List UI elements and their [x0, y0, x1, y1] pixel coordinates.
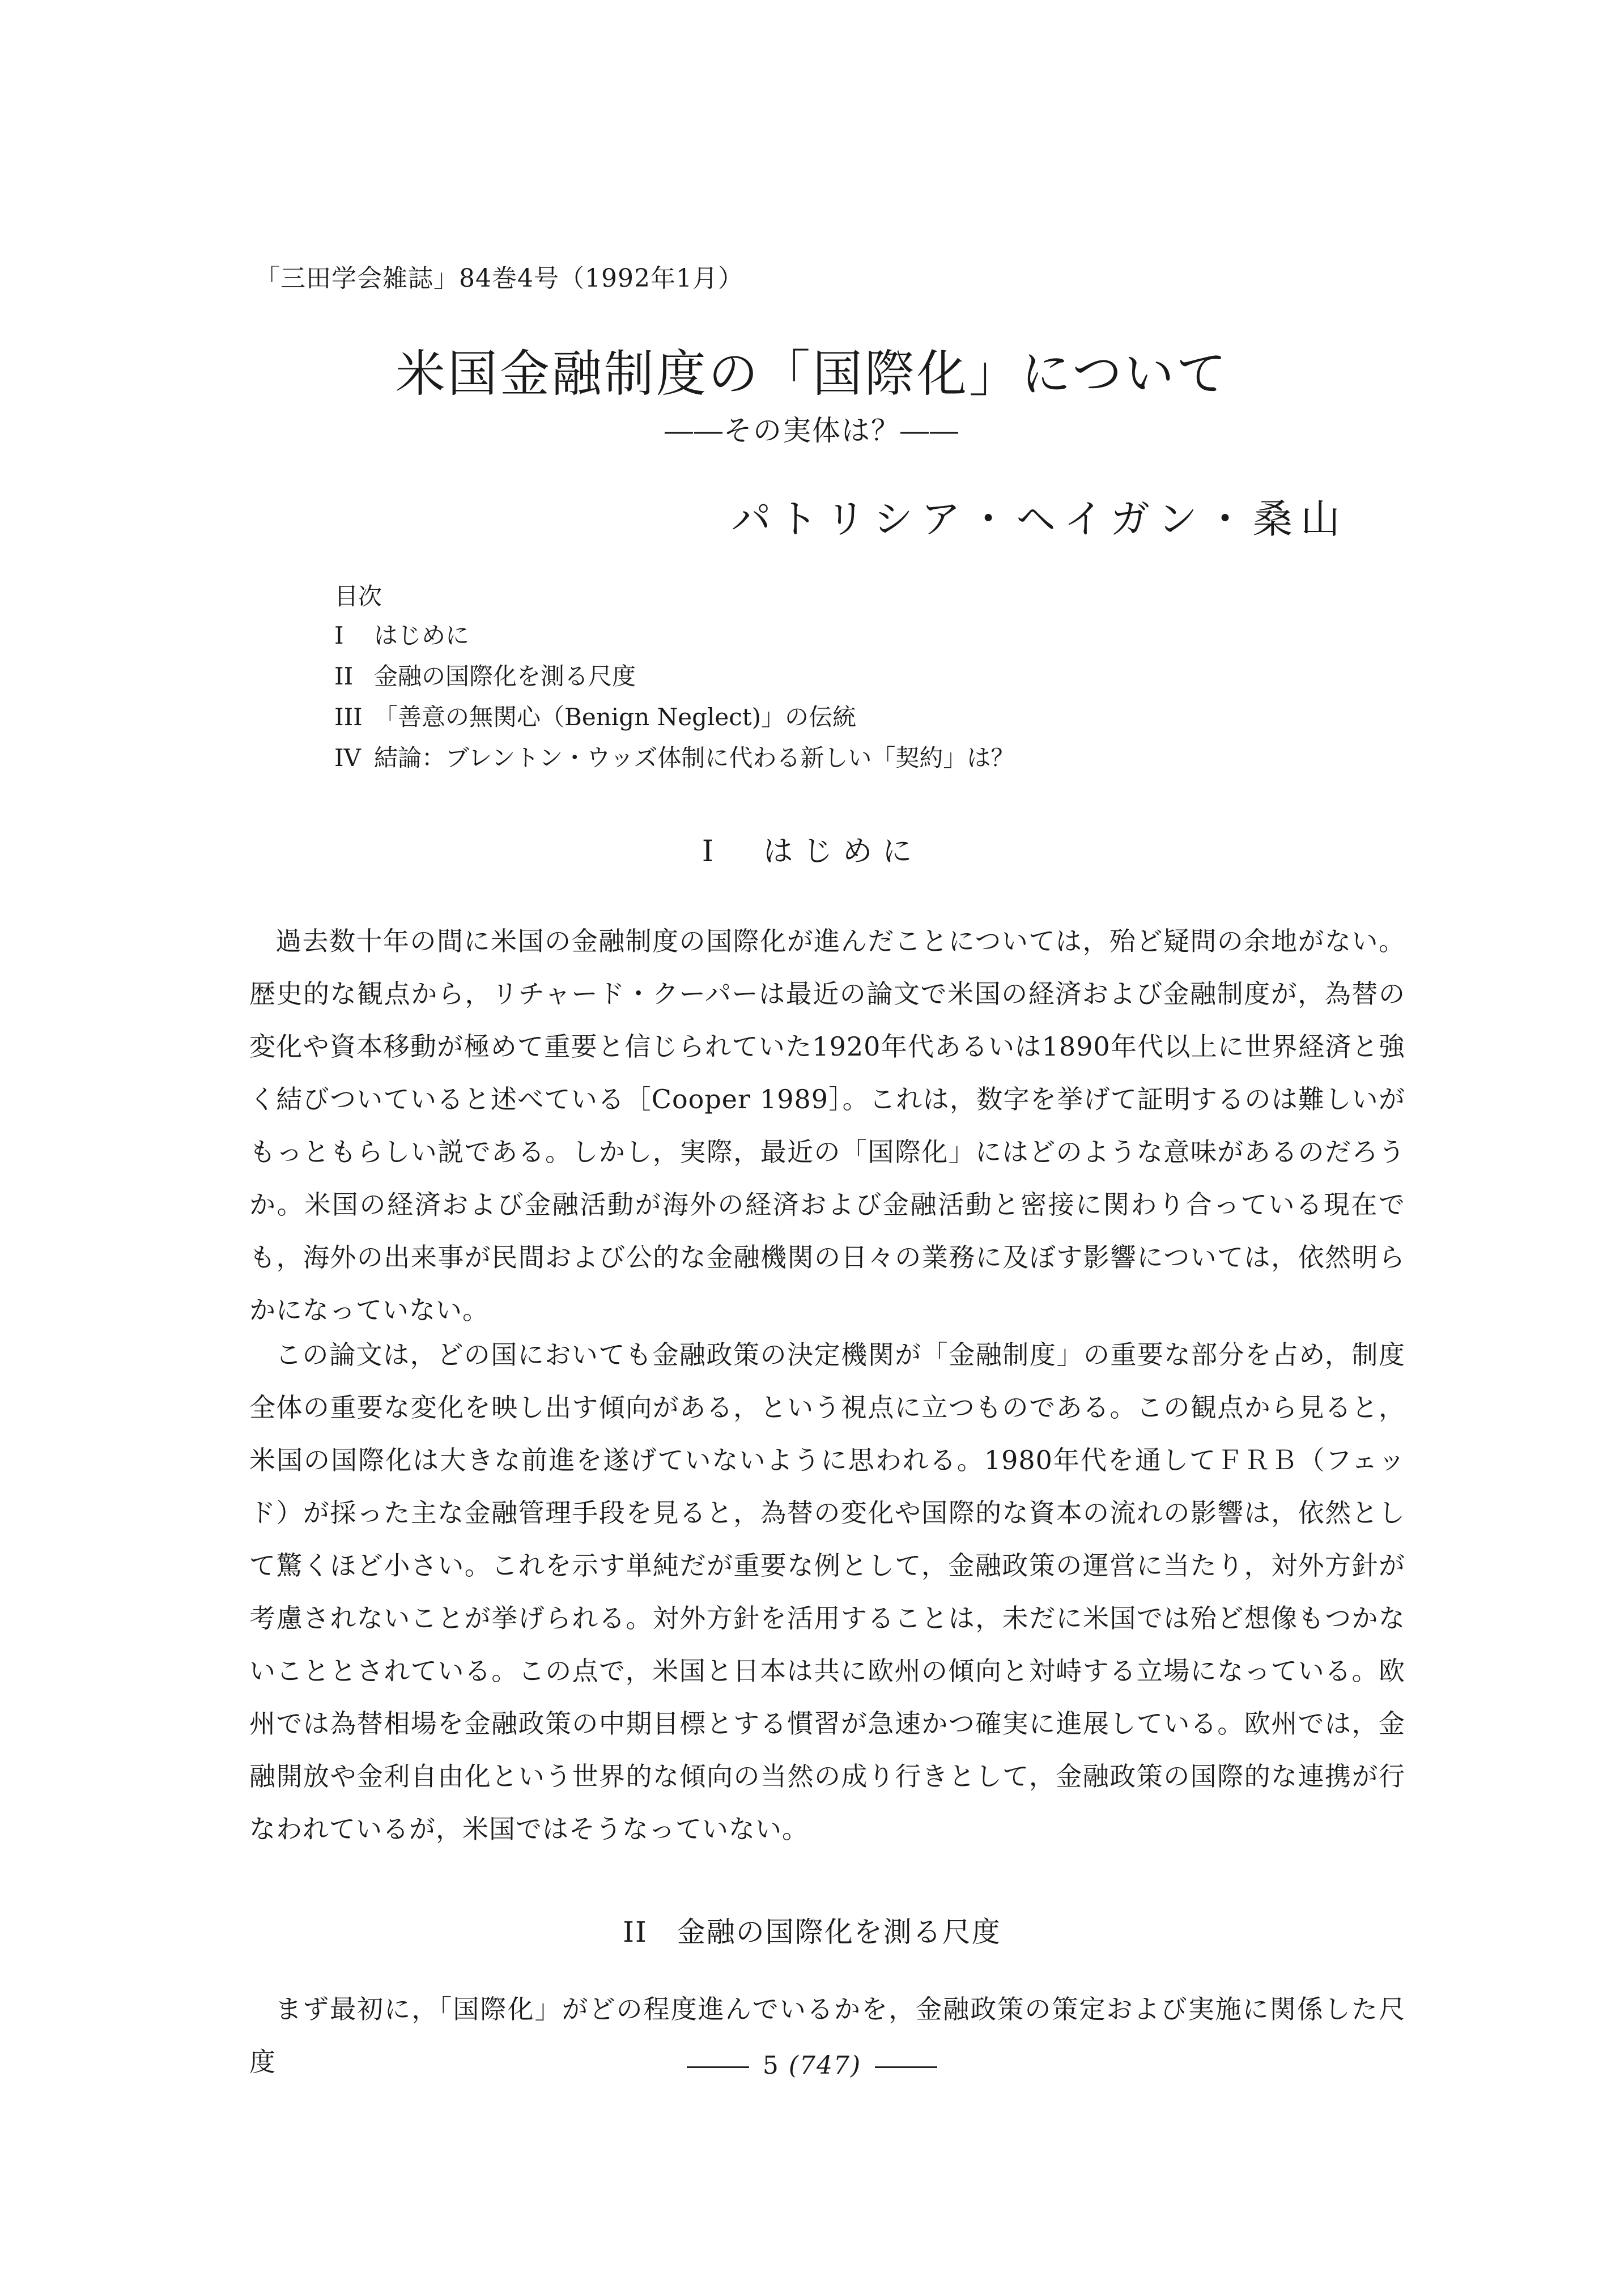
body-paragraph: まず最初に，「国際化」がどの程度進んでいるかを，金融政策の策定および実施に関係した尺度 — [249, 1994, 1405, 2077]
author-name: パトリシア・ヘイガン・桑山 — [731, 496, 1348, 542]
article-title: 米国金融制度の「国際化」について — [395, 344, 1229, 403]
table-of-contents — [334, 578, 1014, 778]
toc-item-label: 金融の国際化を測る尺度 — [374, 662, 636, 690]
folio-rule-left — [687, 2066, 749, 2068]
section-heading-introduction: I はじめに — [702, 835, 922, 869]
toc-item-label: 結論：ブレントン・ウッズ体制に代わる新しい「契約」は？ — [374, 744, 1015, 772]
toc-item — [334, 656, 1014, 697]
toc-item-number: III — [334, 703, 363, 731]
toc-item — [334, 615, 1014, 656]
toc-item-label: はじめに — [374, 622, 470, 649]
journal-citation: 「三田学会雑誌」84巻4号（1992年1月） — [255, 264, 743, 293]
toc-item-number: I — [334, 622, 344, 649]
toc-item — [334, 738, 1014, 778]
page-number — [0, 2051, 1624, 2080]
section-heading-measures: II 金融の国際化を測る尺度 — [623, 1916, 1001, 1949]
toc-item — [334, 697, 1014, 738]
body-paragraph: 過去数十年の間に米国の金融制度の国際化が進んだことについては，殆ど疑問の余地がない。歴史的な観点から，リチャード・クーパーは最近の論文で米国の経済および金融制度が，為替の変化や資本移動が極めて重要と信じられていた1920年代あるいは1890年代以上に世界経済と強く結びついていると述べている［Cooper 1989］。これは，数字を挙げて証明するのは難しいがもっともらしい説である。しかし，実際，最近の「国際化」にはどのような意味があるのだろうか。米国の経済および金融活動が海外の経済および金融活動と密接に関わり合っている現在でも，海外の出来事が民間および公的な金融機関の日々の業務に及ぼす影響については，依然明らかになっていない。 — [249, 926, 1405, 1325]
article-subtitle: ――その実体は？―― — [665, 414, 959, 447]
toc-heading: 目次 — [334, 582, 382, 610]
toc-item-number: II — [334, 662, 354, 690]
toc-item-label: 「善意の無関心（Benign Neglect)」の伝統 — [374, 703, 857, 731]
body-paragraph: この論文は，どの国においても金融政策の決定機関が「金融制度」の重要な部分を占め，制度全体の重要な変化を映し出す傾向がある，という視点に立つものである。この観点から見ると，米国の国際化は大きな前進を遂げていないように思われる。1980年代を通してＦＲＢ（フェッド）が採った主な金融管理手段を見ると，為替の変化や国際的な資本の流れの影響は，依然として驚くほど小さい。これを示す単純だが重要な例として，金融政策の運営に当たり，対外方針が考慮されないことが挙げられる。対外方針を活用することは，未だに米国では殆ど想像もつかないこととされている。この点で，米国と日本は共に欧州の傾向と対峙する立場になっている。欧州では為替相場を金融政策の中期目標とする慣習が急速かつ確実に進展している。欧州では，金融開放や金利自由化という世界的な傾向の当然の成り行きとして，金融政策の国際的な連携が行なわれているが，米国ではそうなっていない。 — [249, 1339, 1406, 1844]
folio-page: 5 — [762, 2051, 780, 2080]
folio-total: (747) — [788, 2051, 862, 2080]
folio-rule-right — [875, 2066, 937, 2068]
toc-item-number: IV — [334, 744, 361, 772]
